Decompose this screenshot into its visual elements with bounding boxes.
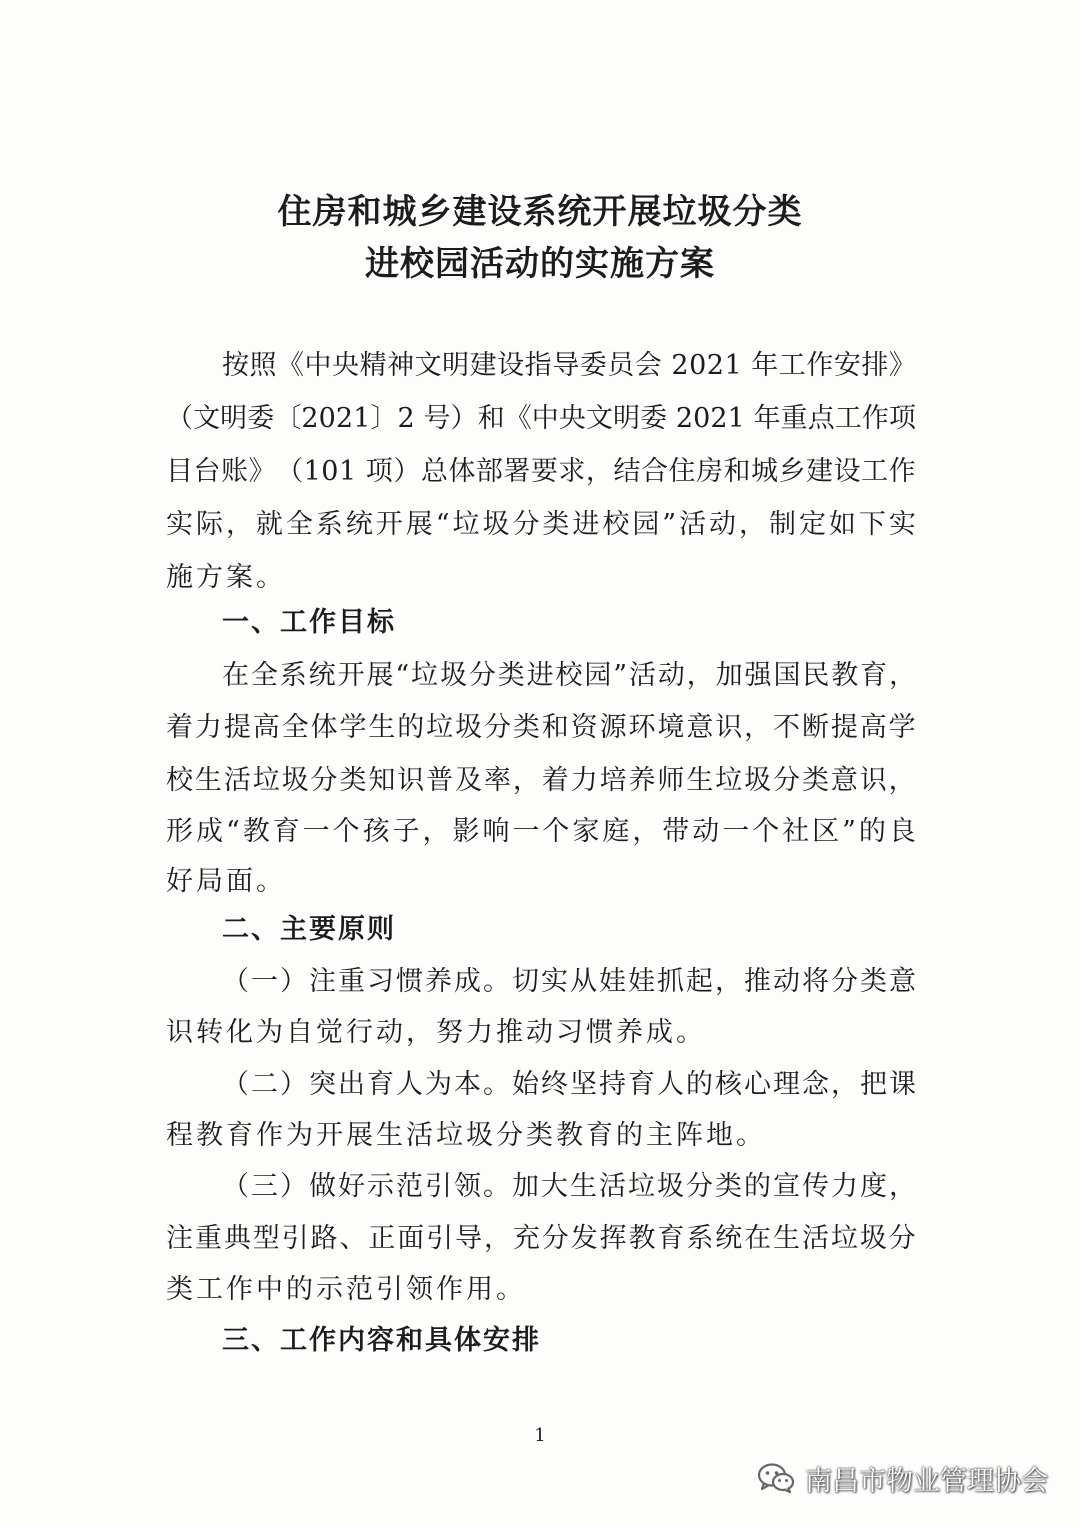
intro-line-3: 目 台 账 》 （ 1 0 1 项 ） 总 体 部 署 要 求 ， 结 合 住 房 和 城 乡 建 设 工 作 [166,456,916,487]
section-1-line-5: 好局面。 [166,866,286,897]
section-3-heading: 三、工作内容和具体安排 [222,1325,541,1356]
wechat-icon [757,1462,795,1494]
section-2-para-3-line-3: 类工作中的示范引领作用。 [166,1274,526,1305]
intro-line-1: 按 照 《 中 央 精 神 文 明 建 设 指 导 委 员 会 2 0 2 1 年 工 作 安 排 》 [222,350,916,381]
intro-line-5: 施方案。 [166,562,286,593]
section-1-line-4: 形 成 “ 教 育 一 个 孩 子 ， 影 响 一 个 家 庭 ， 带 动 一 个 社 区 ” 的 良 [166,816,916,847]
section-2-para-2-line-1: （ 二 ） 突 出 育 人 为 本 。 始 终 坚 持 育 人 的 核 心 理 念 ， 把 课 [222,1069,916,1100]
document-title-line-2: 进校园活动的实施方案 [365,244,715,284]
section-1-line-3: 校 生 活 垃 圾 分 类 知 识 普 及 率 ， 着 力 培 养 师 生 垃 圾 分 类 意 识 ， [166,765,916,796]
section-2-para-1-line-1: （ 一 ） 注 重 习 惯 养 成 。 切 实 从 娃 娃 抓 起 ， 推 动 将 分 类 意 [222,966,916,997]
section-1-heading: 一、工作目标 [222,607,396,638]
page-number: 1 [534,1425,546,1446]
section-2-para-3-line-1: （ 三 ） 做 好 示 范 引 领 。 加 大 生 活 垃 圾 分 类 的 宣 传 力 度 ， [222,1171,916,1202]
document-title-line-1: 住房和城乡建设系统开展垃圾分类 [277,192,803,232]
section-2-heading: 二、主要原则 [222,914,396,945]
section-2-para-3-line-2: 注 重 典 型 引 路 、 正 面 引 导 ， 充 分 发 挥 教 育 系 统 在 生 活 垃 圾 分 [166,1223,916,1254]
watermark-text: 南昌市物业管理协会 [805,1465,1048,1497]
intro-line-2: （ 文 明 委 〔 2 0 2 1 〕 2 号 ） 和 《 中 央 文 明 委 2 0 2 1 年 重 点 工 作 项 [166,403,916,434]
section-1-line-1: 在 全 系 统 开 展 “ 垃 圾 分 类 进 校 园 ” 活 动 ， 加 强 国 民 教 育 ， [222,660,916,691]
section-2-para-1-line-2: 识转化为自觉行动，努力推动习惯养成。 [166,1017,706,1048]
intro-line-4: 实 际 ， 就 全 系 统 开 展 “ 垃 圾 分 类 进 校 园 ” 活 动 ， 制 定 如 下 实 [166,509,916,540]
watermark [757,1458,1048,1498]
section-1-line-2: 着 力 提 高 全 体 学 生 的 垃 圾 分 类 和 资 源 环 境 意 识 ， 不 断 提 高 学 [166,712,916,743]
section-2-para-2-line-2: 程教育作为开展生活垃圾分类教育的主阵地。 [166,1120,766,1151]
